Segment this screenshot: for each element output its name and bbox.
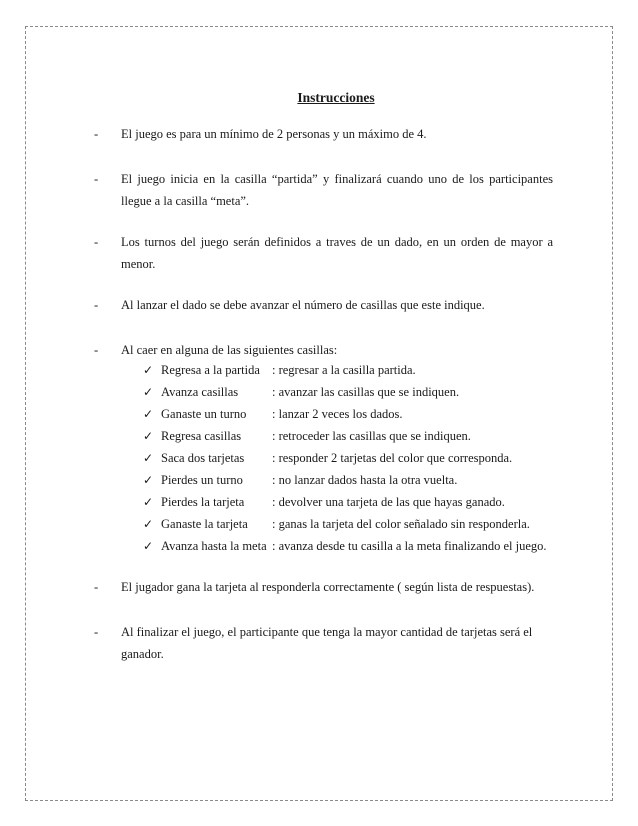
rule-text: Al finalizar el juego, el participante que tenga la mayor cantidad de tarjetas será el ganador. [121, 625, 533, 661]
casilla-name: Avanza hasta la meta [161, 539, 267, 553]
rule-text: Los turnos del juego serán definidos a traves de un dado, en un orden de mayor a menor. [121, 235, 553, 271]
checkmark-icon: ✓ [143, 517, 154, 531]
bullet-dash: - [94, 343, 99, 357]
bullet-dash: - [94, 298, 99, 312]
checkmark-icon: ✓ [143, 451, 154, 465]
casilla-name: Saca dos tarjetas [161, 451, 245, 465]
checkmark-icon: ✓ [143, 495, 154, 509]
casilla-name: Pierdes la tarjeta [161, 495, 245, 509]
casilla-name: Avanza casillas [161, 385, 239, 399]
casilla-desc: : avanza desde tu casilla a la meta finalizando el juego. [272, 539, 547, 553]
rule-text: Al caer en alguna de las siguientes casillas: [121, 343, 338, 357]
casilla-name: Ganaste un turno [161, 407, 247, 421]
checkmark-icon: ✓ [143, 473, 154, 487]
casilla-desc: : responder 2 tarjetas del color que corresponda. [272, 451, 513, 465]
rule-text: El juego es para un mínimo de 2 personas y un máximo de 4. [121, 127, 427, 141]
checkmark-icon: ✓ [143, 385, 154, 399]
checkmark-icon: ✓ [143, 363, 154, 377]
casilla-desc: : ganas la tarjeta del color señalado sin responderla. [272, 517, 530, 531]
casilla-name: Regresa a la partida [161, 363, 260, 377]
casilla-desc: : regresar a la casilla partida. [272, 363, 416, 377]
casilla-desc: : devolver una tarjeta de las que hayas ganado. [272, 495, 505, 509]
casilla-name: Ganaste la tarjeta [161, 517, 248, 531]
casilla-name: Regresa casillas [161, 429, 242, 443]
page-title: Instrucciones [297, 90, 375, 105]
casilla-desc: : lanzar 2 veces los dados. [272, 407, 403, 421]
rule-text: Al lanzar el dado se debe avanzar el número de casillas que este indique. [121, 298, 485, 312]
casilla-desc: : no lanzar dados hasta la otra vuelta. [272, 473, 458, 487]
casilla-name: Pierdes un turno [161, 473, 243, 487]
bullet-dash: - [94, 172, 99, 186]
rule-text: El juego inicia en la casilla “partida” y finalizará cuando uno de los participantes llegue a la casilla “meta”. [121, 172, 553, 208]
checkmark-icon: ✓ [143, 407, 154, 421]
bullet-dash: - [94, 235, 99, 249]
casilla-desc: : avanzar las casillas que se indiquen. [272, 385, 460, 399]
checkmark-icon: ✓ [143, 429, 154, 443]
casilla-desc: : retroceder las casillas que se indiquen. [272, 429, 471, 443]
bullet-dash: - [94, 625, 99, 639]
rule-text: El jugador gana la tarjeta al responderla correctamente ( según lista de respuestas). [121, 580, 535, 594]
checkmark-icon: ✓ [143, 539, 154, 553]
bullet-dash: - [94, 580, 99, 594]
bullet-dash: - [94, 127, 99, 141]
